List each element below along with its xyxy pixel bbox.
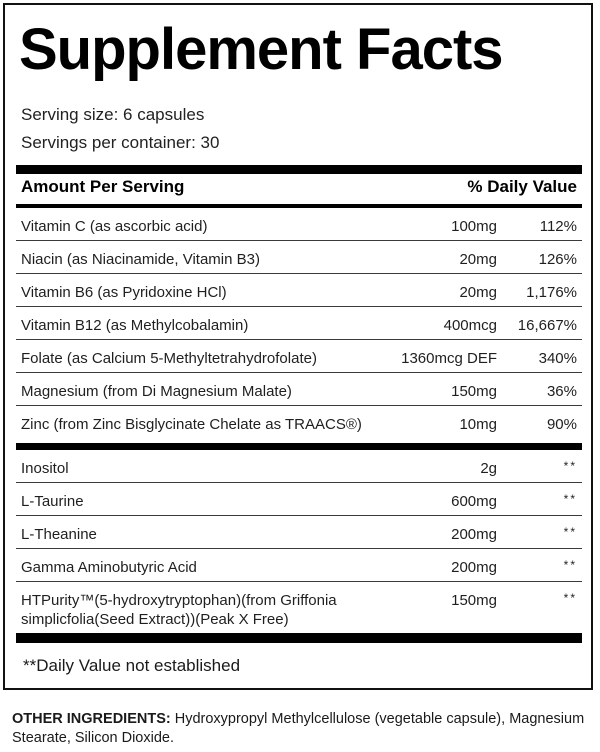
table-row (16, 483, 582, 516)
servings-per-container: Servings per container: 30 (21, 133, 220, 152)
nutrient-daily-value: 1,176% (526, 284, 577, 301)
nutrient-name: Gamma Aminobutyric Acid (21, 559, 197, 576)
nutrient-amount: 20mg (459, 251, 497, 268)
nutrient-name: L-Taurine (21, 493, 84, 510)
table-row (16, 549, 582, 582)
nutrient-amount: 20mg (459, 284, 497, 301)
nutrient-daily-value: ** (563, 492, 577, 506)
panel-title: Supplement Facts (19, 17, 503, 82)
table-row (16, 373, 582, 406)
nutrient-amount: 150mg (451, 592, 497, 609)
nutrient-name: L-Theanine (21, 526, 97, 543)
nutrient-amount: 2g (480, 460, 497, 477)
nutrient-daily-value: 340% (538, 350, 577, 367)
nutrient-name: Zinc (from Zinc Bisglycinate Chelate as TRAACS®) (21, 416, 362, 433)
nutrient-name: Vitamin B6 (as Pyridoxine HCl) (21, 284, 227, 301)
other-ingredients (12, 710, 592, 748)
nutrient-daily-value: ** (563, 558, 577, 572)
footnote: **Daily Value not established (23, 656, 241, 675)
table-row (16, 582, 582, 632)
table-row (16, 274, 582, 307)
table-row (16, 450, 582, 483)
nutrient-daily-value: 90% (546, 416, 577, 433)
nutrient-amount: 150mg (451, 383, 497, 400)
other-ingredients-label: OTHER INGREDIENTS: (12, 711, 171, 727)
serving-size: Serving size: 6 capsules (21, 105, 205, 124)
nutrient-name: Inositol (21, 460, 69, 477)
table-row (16, 516, 582, 549)
nutrient-amount: 200mg (451, 526, 497, 543)
table-row (16, 406, 582, 443)
amount-per-serving-label: Amount Per Serving (21, 177, 185, 196)
vitamin-rows (16, 208, 582, 443)
nutrient-daily-value: ** (563, 525, 577, 539)
nutrient-name: Vitamin C (as ascorbic acid) (21, 218, 208, 235)
nutrient-name: Folate (as Calcium 5-Methyltetrahydrofolate) (21, 350, 317, 367)
nutrient-daily-value: 112% (539, 218, 577, 235)
nutrient-daily-value: 16,667% (517, 317, 577, 334)
nutrient-amount: 600mg (451, 493, 497, 510)
table-row (16, 307, 582, 340)
nutrient-amount: 400mcg (443, 317, 497, 334)
nutrient-amount: 100mg (451, 218, 497, 235)
nutrient-amount: 1360mcg DEF (401, 350, 497, 367)
nutrient-amount: 200mg (451, 559, 497, 576)
nutrient-name: Magnesium (from Di Magnesium Malate) (21, 383, 292, 400)
nutrient-name: HTPurity™(5-hydroxytryptophan)(from Griffonia simplicfolia(Seed Extract))(Peak X Free) (21, 592, 337, 628)
thick-divider (16, 165, 582, 174)
thick-divider (16, 443, 582, 450)
nutrient-daily-value: ** (563, 591, 577, 605)
nutrient-amount: 10mg (459, 416, 497, 433)
nutrient-name: Vitamin B12 (as Methylcobalamin) (21, 317, 249, 334)
nutrient-daily-value: 126% (538, 251, 577, 268)
nutrient-daily-value: 36% (546, 383, 577, 400)
nutrient-daily-value: ** (563, 459, 577, 473)
other-ingredients-text: Hydroxypropyl Methylcellulose (vegetable capsule), Magnesium Stearate, Silicon Dioxide. (12, 711, 585, 746)
thick-divider (16, 633, 582, 643)
table-row (16, 241, 582, 274)
nutrient-name: Niacin (as Niacinamide, Vitamin B3) (21, 251, 260, 268)
supplement-facts-panel (3, 3, 593, 690)
table-row (16, 208, 582, 241)
other-ingredient-rows (16, 450, 582, 632)
table-header (21, 177, 577, 201)
table-row (16, 340, 582, 373)
daily-value-label: % Daily Value (467, 177, 577, 196)
